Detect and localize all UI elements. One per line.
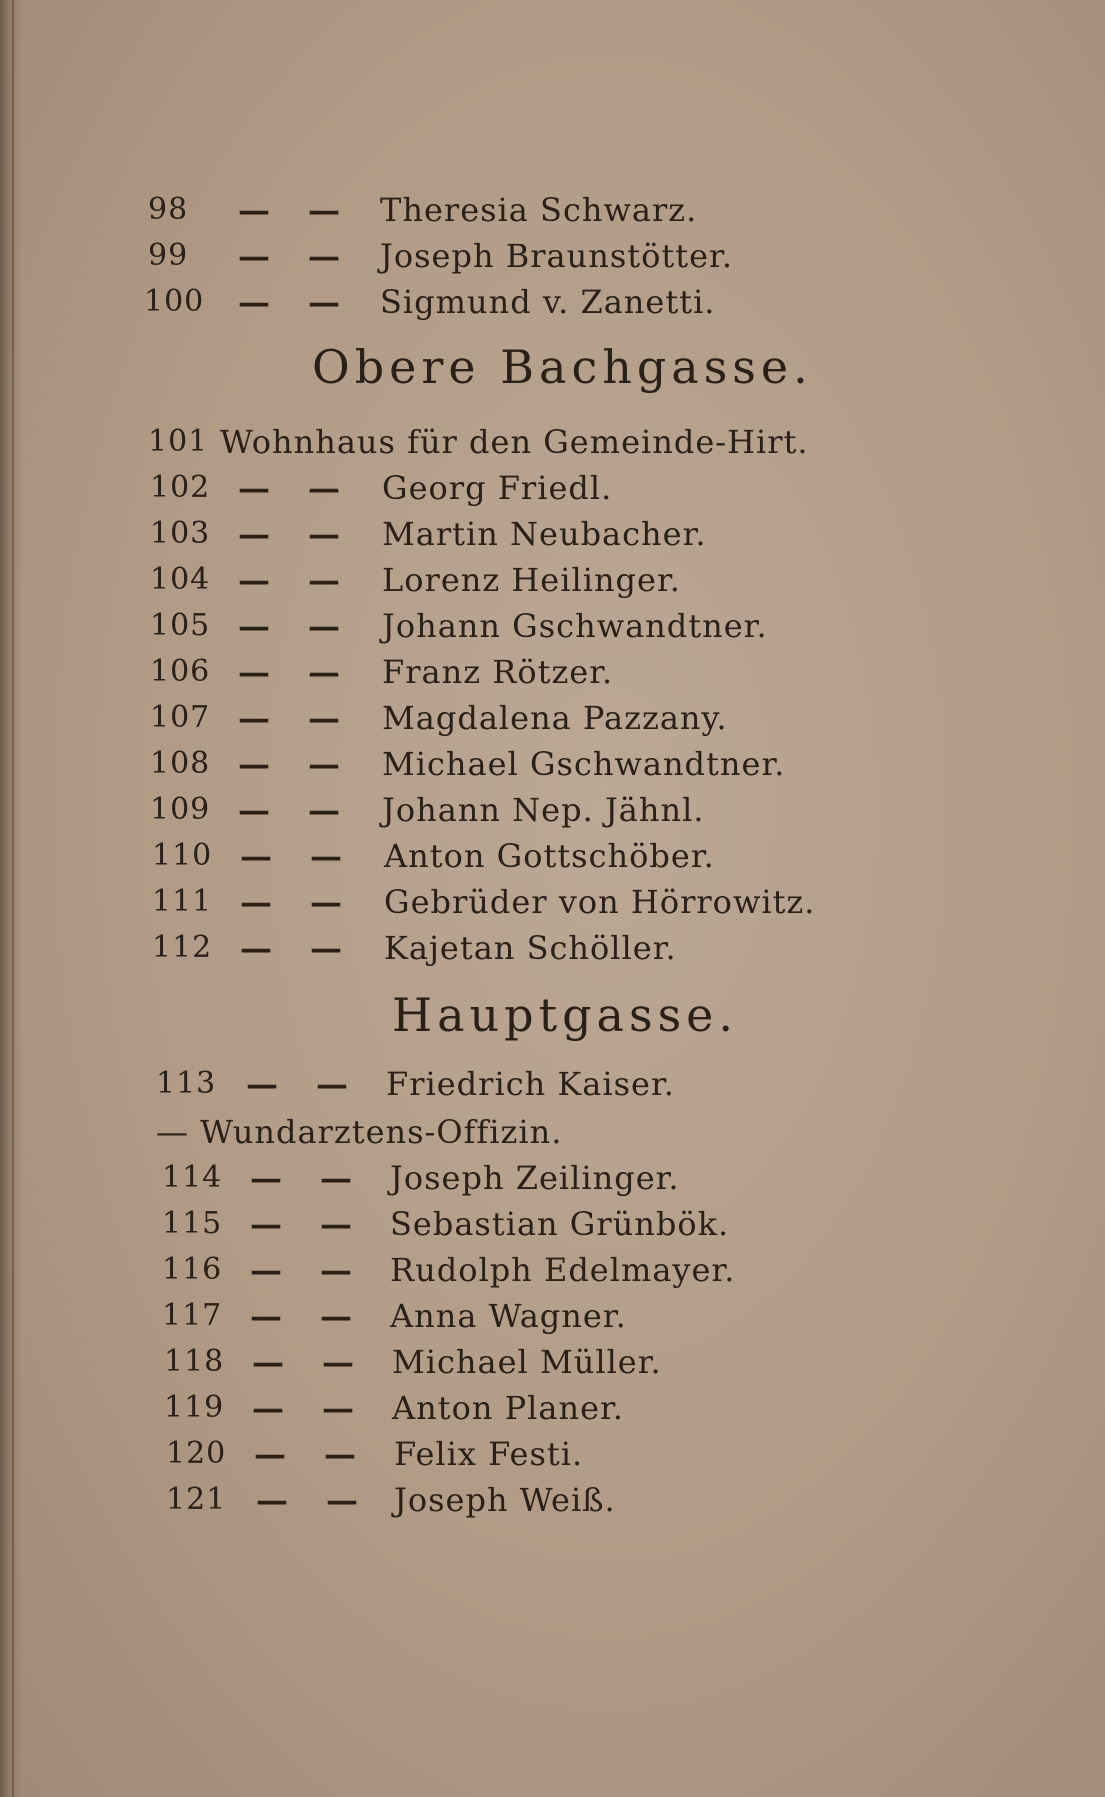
dash: — — [322, 1343, 354, 1381]
resident-name: Anton Gottschöber. — [384, 837, 715, 875]
dash: — — [240, 837, 272, 875]
dash: — — [308, 791, 340, 829]
dash: — — [320, 1159, 352, 1197]
dash: — — [238, 191, 270, 229]
dash: — — [256, 1481, 288, 1519]
page-binding-edge — [0, 0, 22, 1797]
dash: — — [252, 1343, 284, 1381]
dash: — — [308, 745, 340, 783]
resident-name: Sigmund v. Zanetti. — [380, 283, 716, 321]
dash: — — [310, 837, 342, 875]
resident-name: Joseph Weiß. — [394, 1481, 616, 1519]
dash: — — [308, 283, 340, 321]
resident-name: Johann Gschwandtner. — [382, 607, 768, 645]
resident-name: Friedrich Kaiser. — [386, 1065, 675, 1103]
dash: — — [320, 1297, 352, 1335]
dash: — — [240, 883, 272, 921]
house-number: 108 — [150, 746, 211, 781]
house-number: 111 — [152, 884, 213, 919]
house-number: 106 — [150, 654, 211, 689]
resident-name: Lorenz Heilinger. — [382, 561, 681, 599]
dash: — — [308, 237, 340, 275]
dash: — — [250, 1251, 282, 1289]
resident-name: Felix Festi. — [394, 1435, 584, 1473]
dash: — — [254, 1435, 286, 1473]
dash: — — [238, 745, 270, 783]
house-number: 116 — [162, 1252, 223, 1287]
house-number: 104 — [150, 562, 211, 597]
resident-name: Gebrüder von Hörrowitz. — [384, 883, 816, 921]
house-number: 118 — [164, 1344, 225, 1379]
building-description: Wohnhaus für den Gemeinde-Hirt. — [220, 423, 809, 461]
house-number: 103 — [150, 516, 211, 551]
dash: — — [310, 883, 342, 921]
dash: — — [246, 1065, 278, 1103]
house-number: 115 — [162, 1206, 223, 1241]
house-number: 100 — [144, 284, 205, 319]
dash: — — [238, 515, 270, 553]
resident-name: Kajetan Schöller. — [384, 929, 677, 967]
dash: — — [308, 469, 340, 507]
dash: — — [310, 929, 342, 967]
dash: — — [238, 791, 270, 829]
dash: — — [326, 1481, 358, 1519]
resident-name: Franz Rötzer. — [382, 653, 614, 691]
resident-name: Michael Müller. — [392, 1343, 662, 1381]
office-note: — Wundarztens-Offizin. — [156, 1113, 563, 1151]
house-number: 98 — [148, 192, 189, 227]
resident-name: Sebastian Grünbök. — [390, 1205, 730, 1243]
resident-name: Magdalena Pazzany. — [382, 699, 728, 737]
dash: — — [308, 699, 340, 737]
dash: — — [238, 699, 270, 737]
resident-name: Georg Friedl. — [382, 469, 613, 507]
resident-name: Joseph Zeilinger. — [390, 1159, 680, 1197]
house-number: 99 — [148, 238, 189, 273]
dash: — — [252, 1389, 284, 1427]
page-edge-line — [12, 0, 14, 1797]
dash: — — [320, 1251, 352, 1289]
house-number: 113 — [156, 1066, 217, 1101]
dash: — — [250, 1159, 282, 1197]
dash: — — [324, 1435, 356, 1473]
resident-name: Rudolph Edelmayer. — [390, 1251, 736, 1289]
resident-name: Anna Wagner. — [390, 1297, 627, 1335]
house-number: 119 — [164, 1390, 225, 1425]
dash: — — [250, 1205, 282, 1243]
dash: — — [238, 469, 270, 507]
resident-name: Michael Gschwandtner. — [382, 745, 786, 783]
dash: — — [240, 929, 272, 967]
dash: — — [320, 1205, 352, 1243]
dash: — — [322, 1389, 354, 1427]
dash: — — [238, 653, 270, 691]
street-heading: Obere Bachgasse. — [312, 340, 813, 394]
dash: — — [308, 653, 340, 691]
house-number: 105 — [150, 608, 211, 643]
dash: — — [308, 191, 340, 229]
resident-name: Joseph Braunstötter. — [380, 237, 733, 275]
resident-name: Anton Planer. — [392, 1389, 624, 1427]
house-number: 101 — [148, 424, 209, 459]
house-number: 110 — [152, 838, 213, 873]
dash: — — [308, 561, 340, 599]
house-number: 120 — [166, 1436, 227, 1471]
dash: — — [238, 561, 270, 599]
dash: — — [308, 607, 340, 645]
dash: — — [238, 237, 270, 275]
house-number: 109 — [150, 792, 211, 827]
house-number: 112 — [152, 930, 213, 965]
house-number: 114 — [162, 1160, 223, 1195]
house-number: 102 — [150, 470, 211, 505]
dash: — — [238, 283, 270, 321]
dash: — — [238, 607, 270, 645]
dash: — — [250, 1297, 282, 1335]
street-heading: Hauptgasse. — [392, 988, 739, 1042]
dash: — — [316, 1065, 348, 1103]
resident-name: Martin Neubacher. — [382, 515, 707, 553]
house-number: 121 — [166, 1482, 227, 1517]
resident-name: Johann Nep. Jähnl. — [382, 791, 705, 829]
dash: — — [308, 515, 340, 553]
house-number: 107 — [150, 700, 211, 735]
house-number: 117 — [162, 1298, 223, 1333]
resident-name: Theresia Schwarz. — [380, 191, 698, 229]
